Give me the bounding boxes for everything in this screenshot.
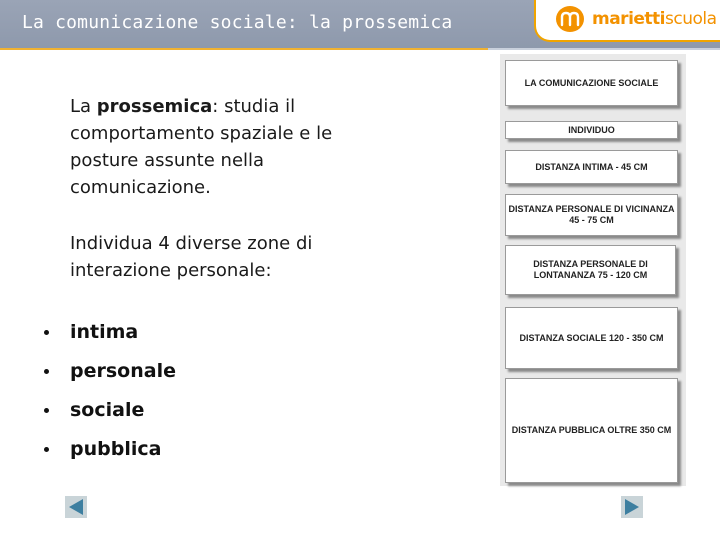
zones-intro-paragraph: Individua 4 diverse zone di interazione personale: bbox=[70, 233, 313, 281]
next-slide-button[interactable] bbox=[621, 496, 643, 518]
bullet-icon bbox=[44, 369, 49, 374]
list-item bbox=[40, 433, 176, 472]
header-bar bbox=[0, 0, 720, 48]
slide-title: La comunicazione sociale: la prossemica bbox=[22, 12, 453, 33]
triangle-left-icon bbox=[65, 496, 87, 518]
bullet-icon bbox=[44, 447, 49, 452]
header-rule bbox=[0, 48, 488, 50]
list-item-label: sociale bbox=[70, 399, 145, 421]
bullet-icon bbox=[44, 330, 49, 335]
p1-rest: : studia il comportamento spaziale e le posture assunte nella comunicazione. bbox=[70, 96, 333, 198]
list-item bbox=[40, 394, 176, 433]
logo-mark-icon bbox=[556, 6, 584, 32]
term-prossemica: prossemica bbox=[96, 96, 213, 117]
logo-text-marietti: marietti bbox=[592, 9, 666, 29]
list-item-label: pubblica bbox=[70, 438, 162, 460]
bullet-icon bbox=[44, 408, 49, 413]
proxemics-diagram bbox=[500, 54, 686, 486]
p1-prefix: La bbox=[70, 96, 97, 117]
zone-list bbox=[40, 316, 176, 472]
box-individuo: INDIVIDUO bbox=[505, 121, 678, 139]
list-item bbox=[40, 355, 176, 394]
box-distanza-personale-vicinanza: DISTANZA PERSONALE DI VICINANZA 45 - 75 CM bbox=[505, 194, 678, 236]
list-item-label: intima bbox=[70, 321, 139, 343]
header-rule-right bbox=[488, 48, 720, 50]
triangle-right-icon bbox=[621, 496, 643, 518]
logo-text-scuola: scuola bbox=[665, 9, 717, 29]
publisher-logo bbox=[534, 0, 720, 42]
list-item bbox=[40, 316, 176, 355]
logo-wordmark bbox=[592, 9, 717, 29]
box-distanza-personale-lontananza: DISTANZA PERSONALE DI LONTANANZA 75 - 120 CM bbox=[505, 245, 676, 295]
box-comunicazione-sociale: LA COMUNICAZIONE SOCIALE bbox=[505, 60, 678, 106]
list-item-label: personale bbox=[70, 360, 176, 382]
definition-paragraph bbox=[70, 93, 400, 201]
previous-slide-button[interactable] bbox=[65, 496, 87, 518]
box-distanza-sociale: DISTANZA SOCIALE 120 - 350 CM bbox=[505, 307, 678, 369]
box-distanza-pubblica: DISTANZA PUBBLICA OLTRE 350 CM bbox=[505, 378, 678, 483]
box-distanza-intima: DISTANZA INTIMA - 45 CM bbox=[505, 150, 678, 184]
